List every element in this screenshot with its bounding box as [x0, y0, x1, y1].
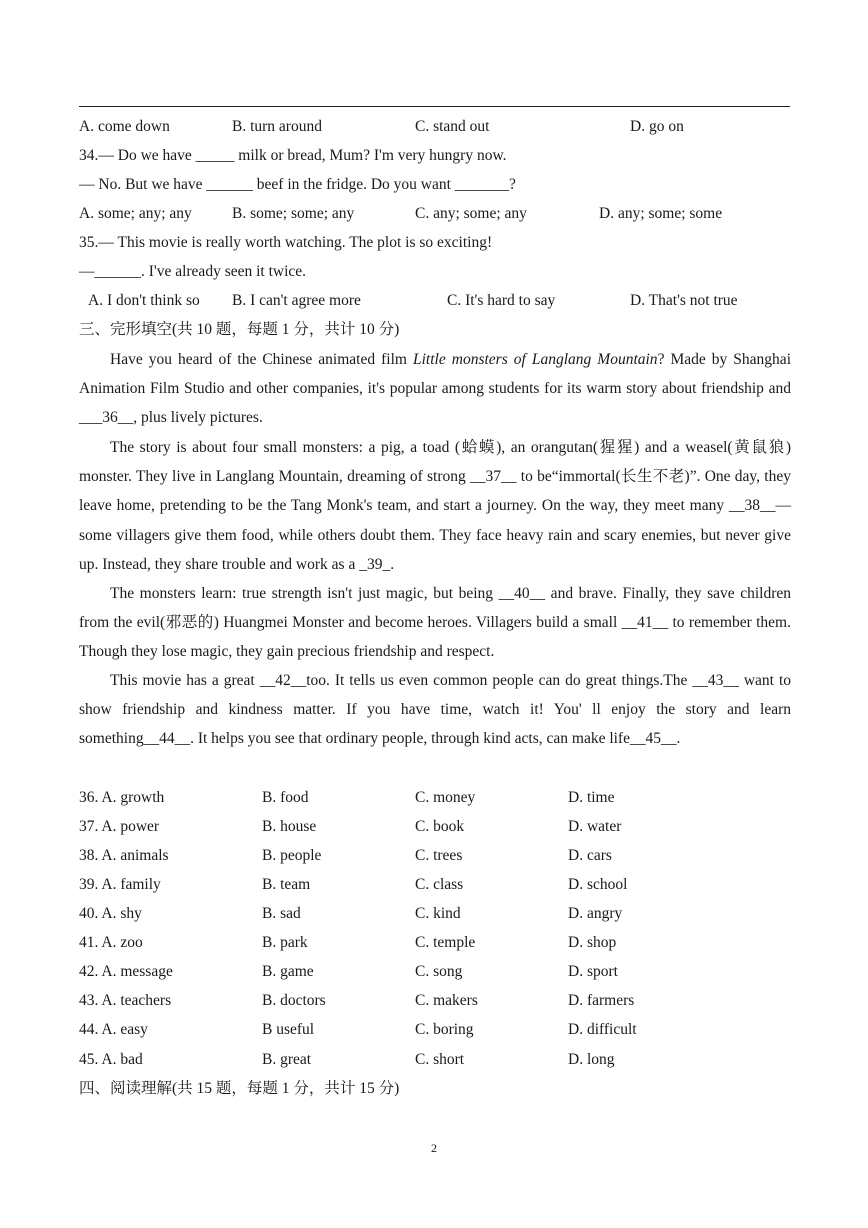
q34-option-a: A. some; any; any — [79, 205, 192, 222]
q33-option-a: A. come down — [79, 118, 170, 135]
cloze-q44-a: 44. A. easy — [79, 1021, 148, 1038]
cloze-q41-a: 41. A. zoo — [79, 934, 143, 951]
cloze-q36-a: 36. A. growth — [79, 789, 165, 806]
cloze-q38-d: D. cars — [568, 847, 612, 864]
film-title: Little monsters of Langlang Mountain — [413, 351, 658, 368]
cloze-q41-d: D. shop — [568, 934, 617, 951]
q34-option-b: B. some; some; any — [232, 205, 355, 222]
q34-option-d: D. any; some; some — [599, 205, 723, 222]
passage-paragraph-4 — [79, 666, 791, 754]
passage-paragraph-1 — [79, 345, 791, 433]
cloze-q42-a: 42. A. message — [79, 963, 173, 980]
cloze-q37-b: B. house — [262, 818, 317, 835]
cloze-q37-c: C. book — [415, 818, 465, 835]
cloze-q39-c: C. class — [415, 876, 464, 893]
cloze-q39-d: D. school — [568, 876, 628, 893]
cloze-q41-c: C. temple — [415, 934, 476, 951]
cloze-q40-d: D. angry — [568, 905, 623, 922]
paragraph-2-text: The story is about four small monsters: a pig, a toad (蛤蟆), an orangutan(猩猩) and a weasel(黄鼠狼) monster. They live in Langlang Mountain, dreaming of strong __37__ to be“immortal(长生不老)”. One day, they leave home, pretending to be the Tang Monk's team, and start a journey. On the way, they meet many __38__— some villagers give them food, while others doubt them. They face heavy rain and scary enemies, but never give up. Instead, they share trouble and work as a _39_. — [79, 439, 791, 573]
q35-line-1: 35.— This movie is really worth watching. The plot is so exciting! — [79, 234, 493, 251]
q35-line-2: —______. I've already seen it twice. — [79, 263, 307, 280]
q35-option-b: B. I can't agree more — [232, 292, 361, 309]
q34-line-1: 34.— Do we have _____ milk or bread, Mum? I'm very hungry now. — [79, 147, 507, 164]
cloze-q43-c: C. makers — [415, 992, 478, 1009]
cloze-q45-a: 45. A. bad — [79, 1051, 143, 1068]
cloze-q36-b: B. food — [262, 789, 309, 806]
q35-option-c: C. It's hard to say — [447, 292, 556, 309]
cloze-q39-b: B. team — [262, 876, 311, 893]
q35-option-d: D. That's not true — [630, 292, 738, 309]
cloze-q42-d: D. sport — [568, 963, 618, 980]
cloze-q43-d: D. farmers — [568, 992, 635, 1009]
cloze-q37-a: 37. A. power — [79, 818, 160, 835]
cloze-q43-b: B. doctors — [262, 992, 326, 1009]
cloze-q39-a: 39. A. family — [79, 876, 161, 893]
paragraph-1-text-a: Have you heard of the Chinese animated film — [110, 351, 413, 368]
cloze-q42-b: B. game — [262, 963, 314, 980]
cloze-q40-b: B. sad — [262, 905, 301, 922]
header-rule — [79, 106, 790, 107]
paragraph-3-text: The monsters learn: true strength isn't just magic, but being __40__ and brave. Finally, they save children from the evil(邪恶的) Huangmei Monster and become heroes. Villagers build a small __41__ to remember them. Though they lose magic, they gain precious friendship and respect. — [79, 585, 791, 661]
q33-option-b: B. turn around — [232, 118, 322, 135]
paragraph-1-text-b: ? Made by Shanghai Animation Film Studio and other companies, it's popular among students for its warm story about friendship and ___36__, plus lively pictures. — [79, 351, 791, 427]
q33-option-d: D. go on — [630, 118, 684, 135]
cloze-q37-d: D. water — [568, 818, 622, 835]
page-number: 2 — [431, 1141, 437, 1155]
passage-paragraph-2 — [79, 433, 791, 579]
q35-option-a: A. I don't think so — [88, 292, 200, 309]
q34-line-2: — No. But we have ______ beef in the fridge. Do you want _______? — [79, 176, 516, 193]
cloze-q36-c: C. money — [415, 789, 476, 806]
q34-option-c: C. any; some; any — [415, 205, 527, 222]
paragraph-4-text: This movie has a great __42__too. It tells us even common people can do great things.The __43__ want to show friendship and kindness matter. If you have time, watch it! You' ll enjoy the story and learn something__44__. It helps you see that ordinary people, through kind acts, can make life__45__. — [79, 672, 791, 748]
cloze-q44-d: D. difficult — [568, 1021, 637, 1038]
passage-paragraph-3 — [79, 579, 791, 667]
section-3-title: 三、完形填空(共 10 题，每题 1 分，共计 10 分) — [79, 321, 400, 338]
cloze-q42-c: C. song — [415, 963, 463, 980]
cloze-q40-c: C. kind — [415, 905, 461, 922]
cloze-q38-c: C. trees — [415, 847, 463, 864]
cloze-q45-b: B. great — [262, 1051, 312, 1068]
section-4-title: 四、阅读理解(共 15 题，每题 1 分，共计 15 分) — [79, 1080, 400, 1097]
cloze-q36-d: D. time — [568, 789, 615, 806]
cloze-q44-b: B useful — [262, 1021, 315, 1038]
cloze-q38-b: B. people — [262, 847, 322, 864]
cloze-q45-d: D. long — [568, 1051, 615, 1068]
cloze-q44-c: C. boring — [415, 1021, 474, 1038]
cloze-q38-a: 38. A. animals — [79, 847, 169, 864]
cloze-q43-a: 43. A. teachers — [79, 992, 172, 1009]
cloze-q41-b: B. park — [262, 934, 308, 951]
cloze-q45-c: C. short — [415, 1051, 465, 1068]
q33-option-c: C. stand out — [415, 118, 490, 135]
cloze-q40-a: 40. A. shy — [79, 905, 142, 922]
